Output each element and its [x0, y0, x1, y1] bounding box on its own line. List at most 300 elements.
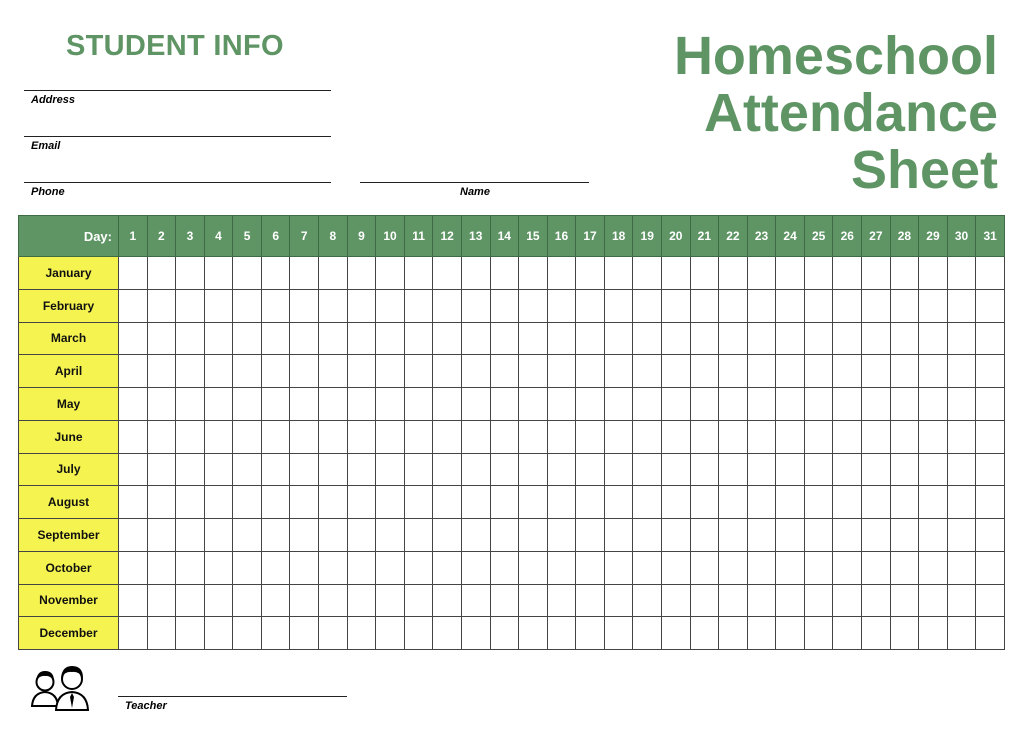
attendance-cell[interactable] [976, 584, 1005, 617]
attendance-cell[interactable] [490, 355, 519, 388]
attendance-cell[interactable] [890, 584, 919, 617]
attendance-cell[interactable] [490, 257, 519, 290]
attendance-cell[interactable] [404, 551, 433, 584]
attendance-cell[interactable] [319, 617, 348, 650]
attendance-cell[interactable] [290, 322, 319, 355]
attendance-cell[interactable] [547, 551, 576, 584]
attendance-cell[interactable] [204, 355, 233, 388]
attendance-cell[interactable] [719, 257, 748, 290]
attendance-cell[interactable] [576, 486, 605, 519]
attendance-cell[interactable] [862, 486, 891, 519]
attendance-cell[interactable] [147, 551, 176, 584]
attendance-cell[interactable] [233, 551, 262, 584]
attendance-cell[interactable] [976, 257, 1005, 290]
attendance-cell[interactable] [404, 453, 433, 486]
attendance-cell[interactable] [890, 453, 919, 486]
attendance-cell[interactable] [433, 584, 462, 617]
attendance-cell[interactable] [890, 388, 919, 421]
attendance-cell[interactable] [547, 617, 576, 650]
attendance-cell[interactable] [519, 486, 548, 519]
attendance-cell[interactable] [804, 355, 833, 388]
attendance-cell[interactable] [404, 289, 433, 322]
attendance-cell[interactable] [547, 584, 576, 617]
attendance-cell[interactable] [119, 486, 148, 519]
attendance-cell[interactable] [576, 388, 605, 421]
attendance-cell[interactable] [347, 257, 376, 290]
attendance-cell[interactable] [233, 519, 262, 552]
attendance-cell[interactable] [661, 322, 690, 355]
attendance-cell[interactable] [719, 322, 748, 355]
attendance-cell[interactable] [833, 257, 862, 290]
attendance-cell[interactable] [204, 617, 233, 650]
attendance-cell[interactable] [547, 486, 576, 519]
attendance-cell[interactable] [461, 584, 490, 617]
attendance-cell[interactable] [519, 617, 548, 650]
attendance-cell[interactable] [776, 289, 805, 322]
attendance-cell[interactable] [804, 257, 833, 290]
attendance-cell[interactable] [976, 486, 1005, 519]
attendance-cell[interactable] [376, 519, 405, 552]
attendance-cell[interactable] [719, 355, 748, 388]
attendance-cell[interactable] [233, 453, 262, 486]
attendance-cell[interactable] [833, 617, 862, 650]
attendance-cell[interactable] [290, 289, 319, 322]
attendance-cell[interactable] [233, 355, 262, 388]
attendance-cell[interactable] [690, 453, 719, 486]
attendance-cell[interactable] [490, 519, 519, 552]
attendance-cell[interactable] [804, 519, 833, 552]
attendance-cell[interactable] [490, 322, 519, 355]
attendance-cell[interactable] [319, 388, 348, 421]
attendance-cell[interactable] [519, 453, 548, 486]
attendance-cell[interactable] [347, 355, 376, 388]
attendance-cell[interactable] [290, 584, 319, 617]
attendance-cell[interactable] [319, 519, 348, 552]
attendance-cell[interactable] [747, 289, 776, 322]
attendance-cell[interactable] [347, 486, 376, 519]
attendance-cell[interactable] [376, 617, 405, 650]
attendance-cell[interactable] [776, 519, 805, 552]
attendance-cell[interactable] [690, 519, 719, 552]
attendance-cell[interactable] [519, 551, 548, 584]
attendance-cell[interactable] [319, 257, 348, 290]
attendance-cell[interactable] [347, 388, 376, 421]
attendance-cell[interactable] [633, 551, 662, 584]
attendance-cell[interactable] [947, 453, 976, 486]
attendance-cell[interactable] [519, 584, 548, 617]
attendance-cell[interactable] [633, 453, 662, 486]
attendance-cell[interactable] [719, 584, 748, 617]
attendance-cell[interactable] [690, 584, 719, 617]
attendance-cell[interactable] [119, 257, 148, 290]
attendance-cell[interactable] [862, 617, 891, 650]
attendance-cell[interactable] [347, 617, 376, 650]
attendance-cell[interactable] [976, 388, 1005, 421]
attendance-cell[interactable] [319, 584, 348, 617]
attendance-cell[interactable] [604, 322, 633, 355]
attendance-cell[interactable] [776, 322, 805, 355]
attendance-cell[interactable] [490, 420, 519, 453]
attendance-cell[interactable] [490, 486, 519, 519]
attendance-cell[interactable] [719, 519, 748, 552]
attendance-cell[interactable] [747, 257, 776, 290]
attendance-cell[interactable] [404, 617, 433, 650]
attendance-cell[interactable] [833, 322, 862, 355]
attendance-cell[interactable] [947, 617, 976, 650]
attendance-cell[interactable] [604, 453, 633, 486]
attendance-cell[interactable] [347, 584, 376, 617]
attendance-cell[interactable] [376, 453, 405, 486]
attendance-cell[interactable] [204, 453, 233, 486]
attendance-cell[interactable] [519, 355, 548, 388]
attendance-cell[interactable] [290, 453, 319, 486]
attendance-cell[interactable] [176, 486, 205, 519]
attendance-cell[interactable] [947, 551, 976, 584]
attendance-cell[interactable] [633, 257, 662, 290]
attendance-cell[interactable] [261, 617, 290, 650]
attendance-cell[interactable] [490, 453, 519, 486]
attendance-cell[interactable] [461, 486, 490, 519]
attendance-cell[interactable] [661, 551, 690, 584]
attendance-cell[interactable] [804, 289, 833, 322]
attendance-cell[interactable] [947, 257, 976, 290]
attendance-cell[interactable] [519, 322, 548, 355]
attendance-cell[interactable] [576, 453, 605, 486]
attendance-cell[interactable] [947, 486, 976, 519]
attendance-cell[interactable] [776, 617, 805, 650]
attendance-cell[interactable] [747, 453, 776, 486]
attendance-cell[interactable] [604, 289, 633, 322]
attendance-cell[interactable] [804, 322, 833, 355]
attendance-cell[interactable] [233, 486, 262, 519]
attendance-cell[interactable] [747, 551, 776, 584]
attendance-cell[interactable] [976, 551, 1005, 584]
attendance-cell[interactable] [947, 289, 976, 322]
attendance-cell[interactable] [433, 453, 462, 486]
attendance-cell[interactable] [204, 551, 233, 584]
attendance-cell[interactable] [433, 486, 462, 519]
attendance-cell[interactable] [176, 257, 205, 290]
attendance-cell[interactable] [290, 388, 319, 421]
attendance-cell[interactable] [461, 617, 490, 650]
attendance-cell[interactable] [519, 420, 548, 453]
attendance-cell[interactable] [690, 257, 719, 290]
attendance-cell[interactable] [576, 355, 605, 388]
attendance-cell[interactable] [176, 322, 205, 355]
attendance-cell[interactable] [261, 420, 290, 453]
attendance-cell[interactable] [261, 355, 290, 388]
attendance-cell[interactable] [576, 257, 605, 290]
attendance-cell[interactable] [404, 388, 433, 421]
attendance-cell[interactable] [804, 584, 833, 617]
attendance-cell[interactable] [376, 257, 405, 290]
attendance-cell[interactable] [347, 453, 376, 486]
attendance-cell[interactable] [719, 388, 748, 421]
attendance-cell[interactable] [147, 322, 176, 355]
attendance-cell[interactable] [690, 486, 719, 519]
attendance-cell[interactable] [833, 584, 862, 617]
attendance-cell[interactable] [919, 420, 948, 453]
attendance-cell[interactable] [433, 289, 462, 322]
attendance-cell[interactable] [204, 289, 233, 322]
attendance-cell[interactable] [747, 322, 776, 355]
attendance-cell[interactable] [461, 388, 490, 421]
attendance-cell[interactable] [604, 551, 633, 584]
attendance-cell[interactable] [633, 388, 662, 421]
attendance-cell[interactable] [261, 519, 290, 552]
attendance-cell[interactable] [290, 551, 319, 584]
attendance-cell[interactable] [604, 257, 633, 290]
attendance-cell[interactable] [690, 289, 719, 322]
attendance-cell[interactable] [547, 420, 576, 453]
attendance-cell[interactable] [461, 420, 490, 453]
attendance-cell[interactable] [347, 551, 376, 584]
attendance-cell[interactable] [747, 388, 776, 421]
attendance-cell[interactable] [176, 453, 205, 486]
attendance-cell[interactable] [119, 388, 148, 421]
attendance-cell[interactable] [176, 584, 205, 617]
attendance-cell[interactable] [119, 322, 148, 355]
attendance-cell[interactable] [633, 289, 662, 322]
attendance-cell[interactable] [576, 584, 605, 617]
attendance-cell[interactable] [604, 519, 633, 552]
attendance-cell[interactable] [547, 519, 576, 552]
attendance-cell[interactable] [947, 322, 976, 355]
attendance-cell[interactable] [319, 453, 348, 486]
attendance-cell[interactable] [804, 617, 833, 650]
attendance-cell[interactable] [576, 551, 605, 584]
attendance-cell[interactable] [862, 420, 891, 453]
attendance-cell[interactable] [147, 584, 176, 617]
attendance-cell[interactable] [147, 420, 176, 453]
attendance-cell[interactable] [376, 355, 405, 388]
attendance-cell[interactable] [404, 257, 433, 290]
attendance-cell[interactable] [976, 519, 1005, 552]
attendance-cell[interactable] [433, 551, 462, 584]
attendance-cell[interactable] [576, 322, 605, 355]
attendance-cell[interactable] [747, 420, 776, 453]
attendance-cell[interactable] [747, 486, 776, 519]
attendance-cell[interactable] [890, 257, 919, 290]
attendance-cell[interactable] [433, 322, 462, 355]
attendance-cell[interactable] [547, 453, 576, 486]
attendance-cell[interactable] [747, 355, 776, 388]
attendance-cell[interactable] [947, 584, 976, 617]
attendance-cell[interactable] [261, 322, 290, 355]
attendance-cell[interactable] [919, 584, 948, 617]
attendance-cell[interactable] [633, 486, 662, 519]
attendance-cell[interactable] [690, 617, 719, 650]
attendance-cell[interactable] [490, 617, 519, 650]
attendance-cell[interactable] [176, 388, 205, 421]
attendance-cell[interactable] [261, 551, 290, 584]
attendance-cell[interactable] [919, 486, 948, 519]
attendance-cell[interactable] [176, 355, 205, 388]
attendance-cell[interactable] [604, 584, 633, 617]
attendance-cell[interactable] [633, 355, 662, 388]
attendance-cell[interactable] [119, 584, 148, 617]
attendance-cell[interactable] [947, 388, 976, 421]
attendance-cell[interactable] [547, 355, 576, 388]
attendance-cell[interactable] [433, 257, 462, 290]
attendance-cell[interactable] [319, 289, 348, 322]
attendance-cell[interactable] [661, 355, 690, 388]
attendance-cell[interactable] [319, 420, 348, 453]
attendance-cell[interactable] [547, 388, 576, 421]
attendance-cell[interactable] [319, 551, 348, 584]
attendance-cell[interactable] [919, 257, 948, 290]
attendance-cell[interactable] [233, 420, 262, 453]
attendance-cell[interactable] [919, 519, 948, 552]
attendance-cell[interactable] [661, 617, 690, 650]
attendance-cell[interactable] [376, 388, 405, 421]
attendance-cell[interactable] [576, 617, 605, 650]
attendance-cell[interactable] [461, 257, 490, 290]
attendance-cell[interactable] [661, 519, 690, 552]
attendance-cell[interactable] [690, 420, 719, 453]
attendance-cell[interactable] [976, 322, 1005, 355]
attendance-cell[interactable] [461, 519, 490, 552]
attendance-cell[interactable] [404, 420, 433, 453]
attendance-cell[interactable] [461, 322, 490, 355]
attendance-cell[interactable] [147, 289, 176, 322]
attendance-cell[interactable] [633, 322, 662, 355]
attendance-cell[interactable] [119, 617, 148, 650]
attendance-cell[interactable] [862, 453, 891, 486]
attendance-cell[interactable] [804, 453, 833, 486]
attendance-cell[interactable] [433, 388, 462, 421]
attendance-cell[interactable] [233, 617, 262, 650]
attendance-cell[interactable] [719, 289, 748, 322]
attendance-cell[interactable] [690, 551, 719, 584]
attendance-cell[interactable] [719, 420, 748, 453]
attendance-cell[interactable] [747, 617, 776, 650]
attendance-cell[interactable] [119, 519, 148, 552]
attendance-cell[interactable] [490, 584, 519, 617]
attendance-cell[interactable] [890, 486, 919, 519]
attendance-cell[interactable] [661, 453, 690, 486]
attendance-cell[interactable] [519, 257, 548, 290]
attendance-cell[interactable] [119, 289, 148, 322]
attendance-cell[interactable] [804, 388, 833, 421]
attendance-cell[interactable] [976, 453, 1005, 486]
attendance-cell[interactable] [947, 420, 976, 453]
attendance-cell[interactable] [804, 551, 833, 584]
attendance-cell[interactable] [461, 551, 490, 584]
attendance-cell[interactable] [661, 584, 690, 617]
attendance-cell[interactable] [919, 355, 948, 388]
attendance-cell[interactable] [176, 420, 205, 453]
attendance-cell[interactable] [461, 453, 490, 486]
attendance-cell[interactable] [290, 420, 319, 453]
attendance-cell[interactable] [776, 355, 805, 388]
attendance-cell[interactable] [290, 486, 319, 519]
attendance-cell[interactable] [833, 551, 862, 584]
attendance-cell[interactable] [490, 388, 519, 421]
attendance-cell[interactable] [376, 584, 405, 617]
attendance-cell[interactable] [261, 388, 290, 421]
attendance-cell[interactable] [890, 551, 919, 584]
attendance-cell[interactable] [833, 355, 862, 388]
attendance-cell[interactable] [690, 322, 719, 355]
attendance-cell[interactable] [862, 584, 891, 617]
attendance-cell[interactable] [919, 322, 948, 355]
attendance-cell[interactable] [233, 289, 262, 322]
attendance-cell[interactable] [147, 453, 176, 486]
attendance-cell[interactable] [976, 617, 1005, 650]
attendance-cell[interactable] [862, 322, 891, 355]
attendance-cell[interactable] [119, 420, 148, 453]
attendance-cell[interactable] [776, 486, 805, 519]
attendance-cell[interactable] [690, 388, 719, 421]
attendance-cell[interactable] [519, 519, 548, 552]
attendance-cell[interactable] [604, 420, 633, 453]
attendance-cell[interactable] [661, 289, 690, 322]
attendance-cell[interactable] [204, 486, 233, 519]
attendance-cell[interactable] [261, 453, 290, 486]
attendance-cell[interactable] [119, 355, 148, 388]
attendance-cell[interactable] [147, 486, 176, 519]
attendance-cell[interactable] [233, 322, 262, 355]
attendance-cell[interactable] [833, 289, 862, 322]
attendance-cell[interactable] [319, 355, 348, 388]
attendance-cell[interactable] [347, 289, 376, 322]
attendance-cell[interactable] [804, 420, 833, 453]
attendance-cell[interactable] [604, 486, 633, 519]
attendance-cell[interactable] [890, 420, 919, 453]
attendance-cell[interactable] [176, 551, 205, 584]
attendance-cell[interactable] [719, 551, 748, 584]
attendance-cell[interactable] [204, 322, 233, 355]
attendance-cell[interactable] [661, 388, 690, 421]
attendance-cell[interactable] [176, 617, 205, 650]
attendance-cell[interactable] [547, 322, 576, 355]
attendance-cell[interactable] [433, 420, 462, 453]
attendance-cell[interactable] [376, 551, 405, 584]
attendance-cell[interactable] [604, 355, 633, 388]
attendance-cell[interactable] [519, 388, 548, 421]
attendance-cell[interactable] [176, 289, 205, 322]
attendance-cell[interactable] [576, 289, 605, 322]
attendance-cell[interactable] [661, 257, 690, 290]
attendance-cell[interactable] [661, 486, 690, 519]
attendance-cell[interactable] [776, 584, 805, 617]
attendance-cell[interactable] [147, 388, 176, 421]
attendance-cell[interactable] [319, 322, 348, 355]
attendance-cell[interactable] [147, 257, 176, 290]
attendance-cell[interactable] [404, 355, 433, 388]
attendance-cell[interactable] [519, 289, 548, 322]
attendance-cell[interactable] [176, 519, 205, 552]
attendance-cell[interactable] [862, 257, 891, 290]
attendance-cell[interactable] [376, 420, 405, 453]
attendance-cell[interactable] [776, 453, 805, 486]
attendance-cell[interactable] [919, 388, 948, 421]
attendance-cell[interactable] [147, 519, 176, 552]
attendance-cell[interactable] [290, 355, 319, 388]
attendance-cell[interactable] [576, 420, 605, 453]
attendance-cell[interactable] [547, 289, 576, 322]
attendance-cell[interactable] [862, 289, 891, 322]
attendance-cell[interactable] [747, 519, 776, 552]
attendance-cell[interactable] [376, 322, 405, 355]
attendance-cell[interactable] [204, 420, 233, 453]
attendance-cell[interactable] [833, 519, 862, 552]
attendance-cell[interactable] [862, 355, 891, 388]
attendance-cell[interactable] [862, 551, 891, 584]
attendance-cell[interactable] [404, 519, 433, 552]
attendance-cell[interactable] [776, 257, 805, 290]
